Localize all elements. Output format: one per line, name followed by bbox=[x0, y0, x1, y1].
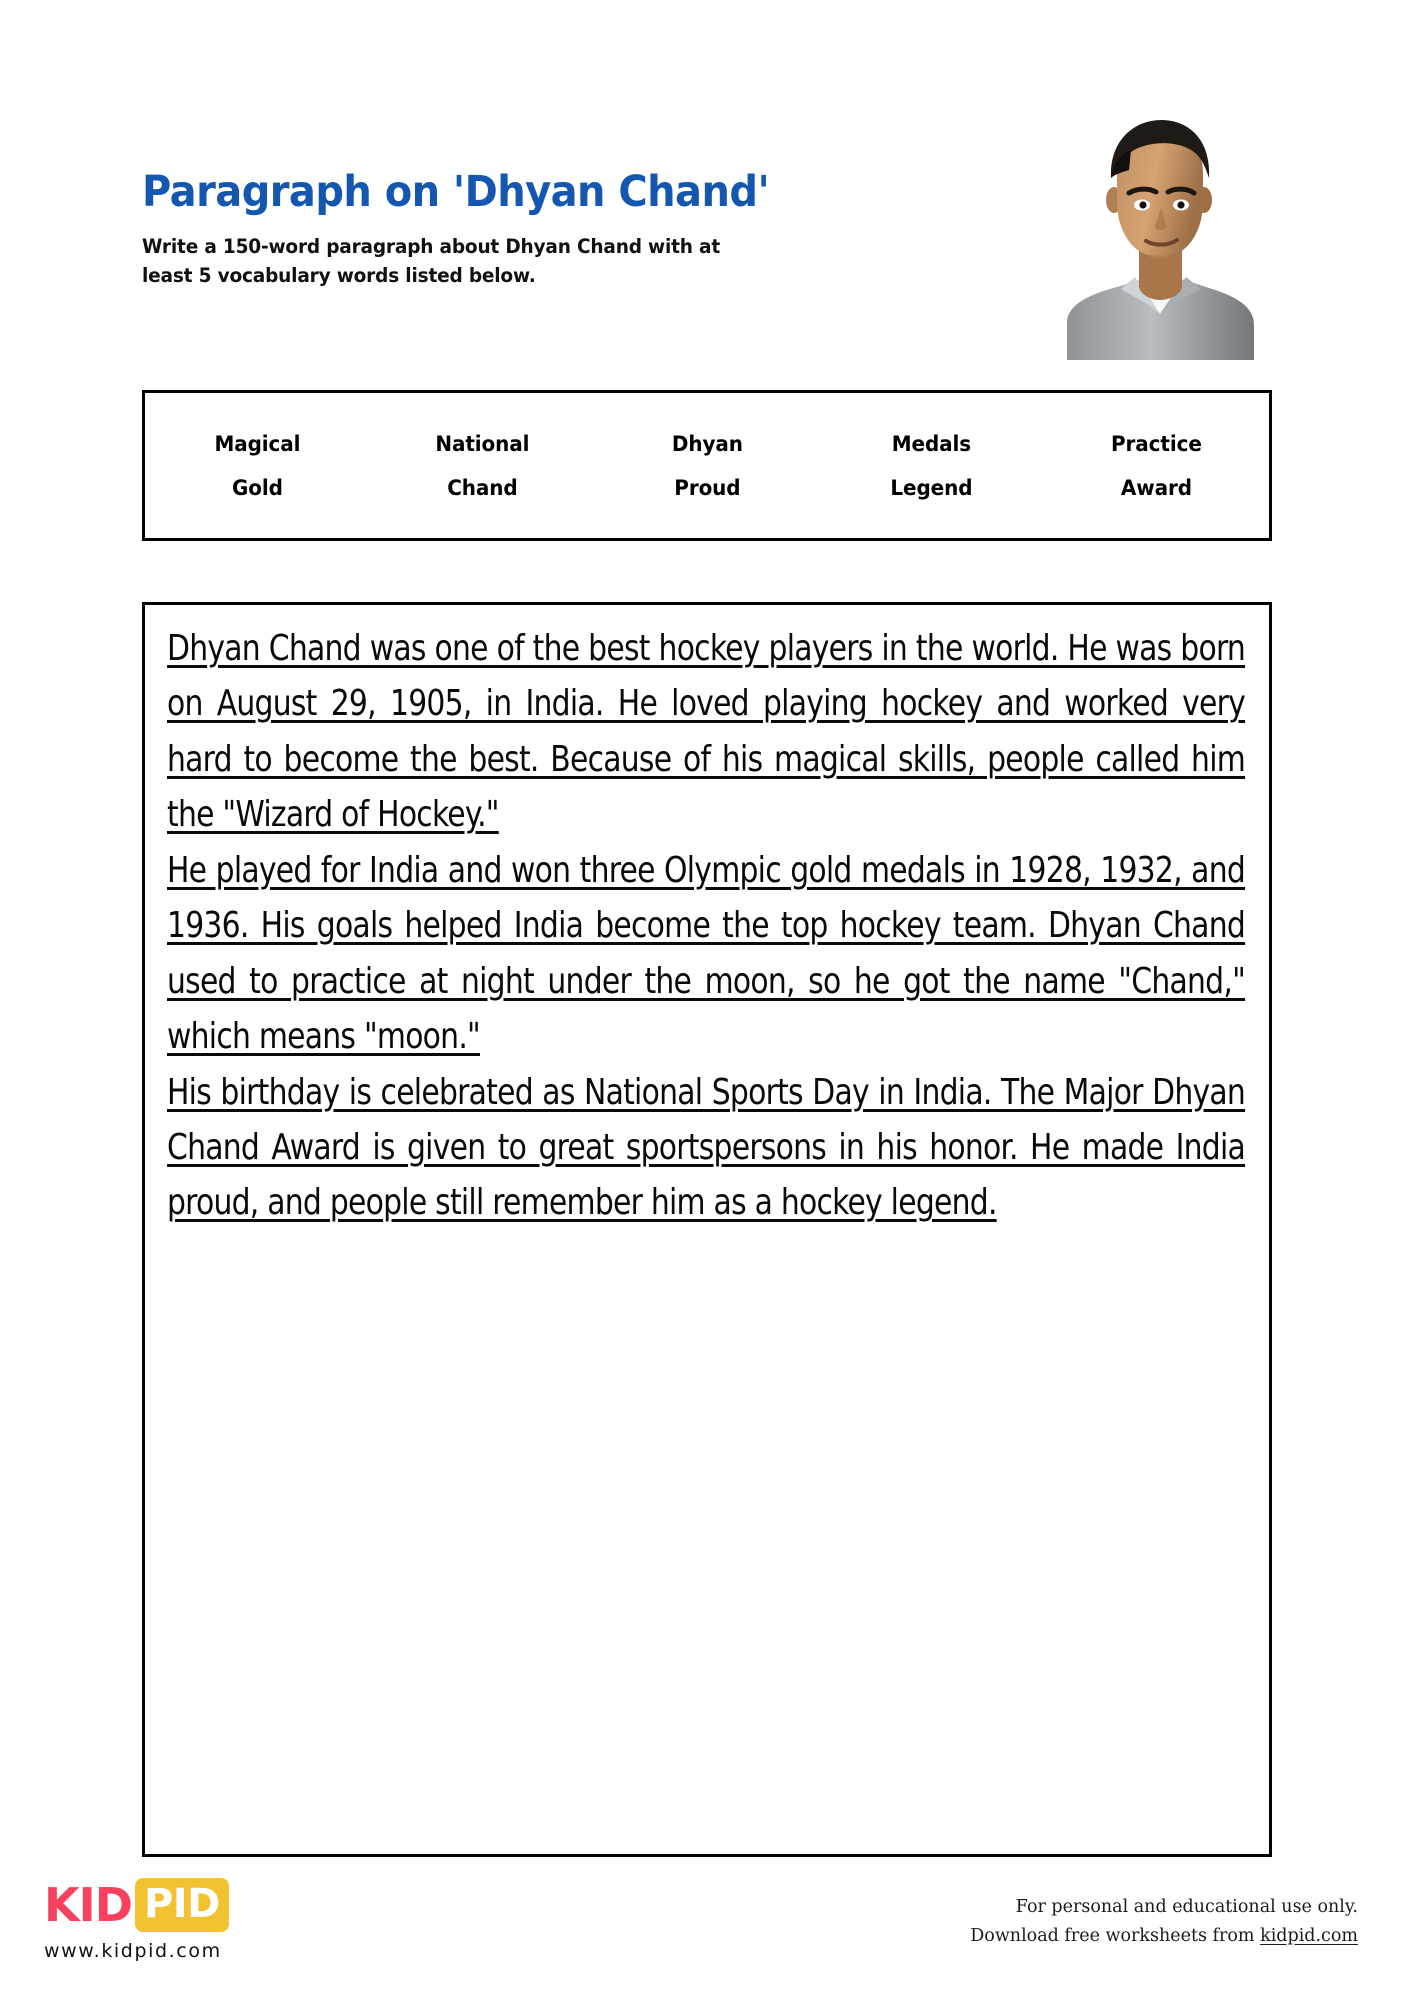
footer-note-prefix: Download free worksheets from bbox=[970, 1925, 1261, 1946]
answer-paragraph: His birthday is celebrated as National Sports Day in India. The Major Dhyan Chand Award is given to great sportspersons in his honor. He made India proud, and people still remember him as a hockey legend. bbox=[167, 1071, 1246, 1224]
vocabulary-word: Practice bbox=[1111, 431, 1202, 456]
answer-paragraph: Dhyan Chand was one of the best hockey players in the world. He was born on August 29, 1905, in India. He loved playing hockey and worked very hard to become the best. Because of his magical skills, people called him the "Wizard of Hockey." bbox=[167, 628, 1246, 836]
vocabulary-grid bbox=[145, 393, 1269, 538]
vocabulary-word: Legend bbox=[890, 475, 973, 500]
vocabulary-row bbox=[145, 476, 1269, 500]
vocabulary-word: Award bbox=[1121, 475, 1193, 500]
vocabulary-word: National bbox=[435, 431, 530, 456]
answer-content bbox=[145, 605, 1269, 1231]
vocabulary-word: Gold bbox=[231, 475, 283, 500]
vocabulary-word: Chand bbox=[447, 475, 518, 500]
logo-pid-badge: PID bbox=[135, 1878, 229, 1932]
footer-note-line-2 bbox=[970, 1922, 1358, 1951]
footer-note-line-1: For personal and educational use only. bbox=[1015, 1897, 1358, 1917]
answer-paragraph: He played for India and won three Olympic gold medals in 1928, 1932, and 1936. His goals helped India become the top hockey team. Dhyan Chand used to practice at night under the moon, so he got the name "Chand," which means "moon." bbox=[167, 849, 1246, 1058]
page-title: Paragraph on 'Dhyan Chand' bbox=[142, 167, 770, 217]
logo-kid-text: KID bbox=[44, 1878, 132, 1932]
vocabulary-word: Dhyan bbox=[671, 431, 743, 456]
vocabulary-word: Medals bbox=[892, 431, 972, 456]
kidpid-logo[interactable] bbox=[44, 1879, 229, 1962]
footer-website-url: www.kidpid.com bbox=[44, 1940, 222, 1962]
vocabulary-word-bank bbox=[142, 390, 1272, 541]
vocabulary-word: Proud bbox=[673, 475, 741, 500]
dhyan-chand-portrait-image bbox=[1051, 108, 1266, 360]
answer-text-area[interactable] bbox=[142, 602, 1272, 1857]
title-block bbox=[142, 167, 942, 291]
footer-kidpid-link[interactable]: kidpid.com bbox=[1260, 1925, 1358, 1946]
vocabulary-row bbox=[145, 432, 1269, 456]
vocabulary-word: Magical bbox=[214, 431, 301, 456]
page-instructions: Write a 150-word paragraph about Dhyan Chand with at least 5 vocabulary words listed below. bbox=[142, 235, 721, 288]
logo-row bbox=[44, 1879, 229, 1931]
page-header bbox=[0, 0, 1414, 390]
page-footer bbox=[0, 1857, 1414, 2000]
portrait-illustration bbox=[1051, 108, 1266, 360]
footer-usage-note bbox=[970, 1893, 1358, 1951]
